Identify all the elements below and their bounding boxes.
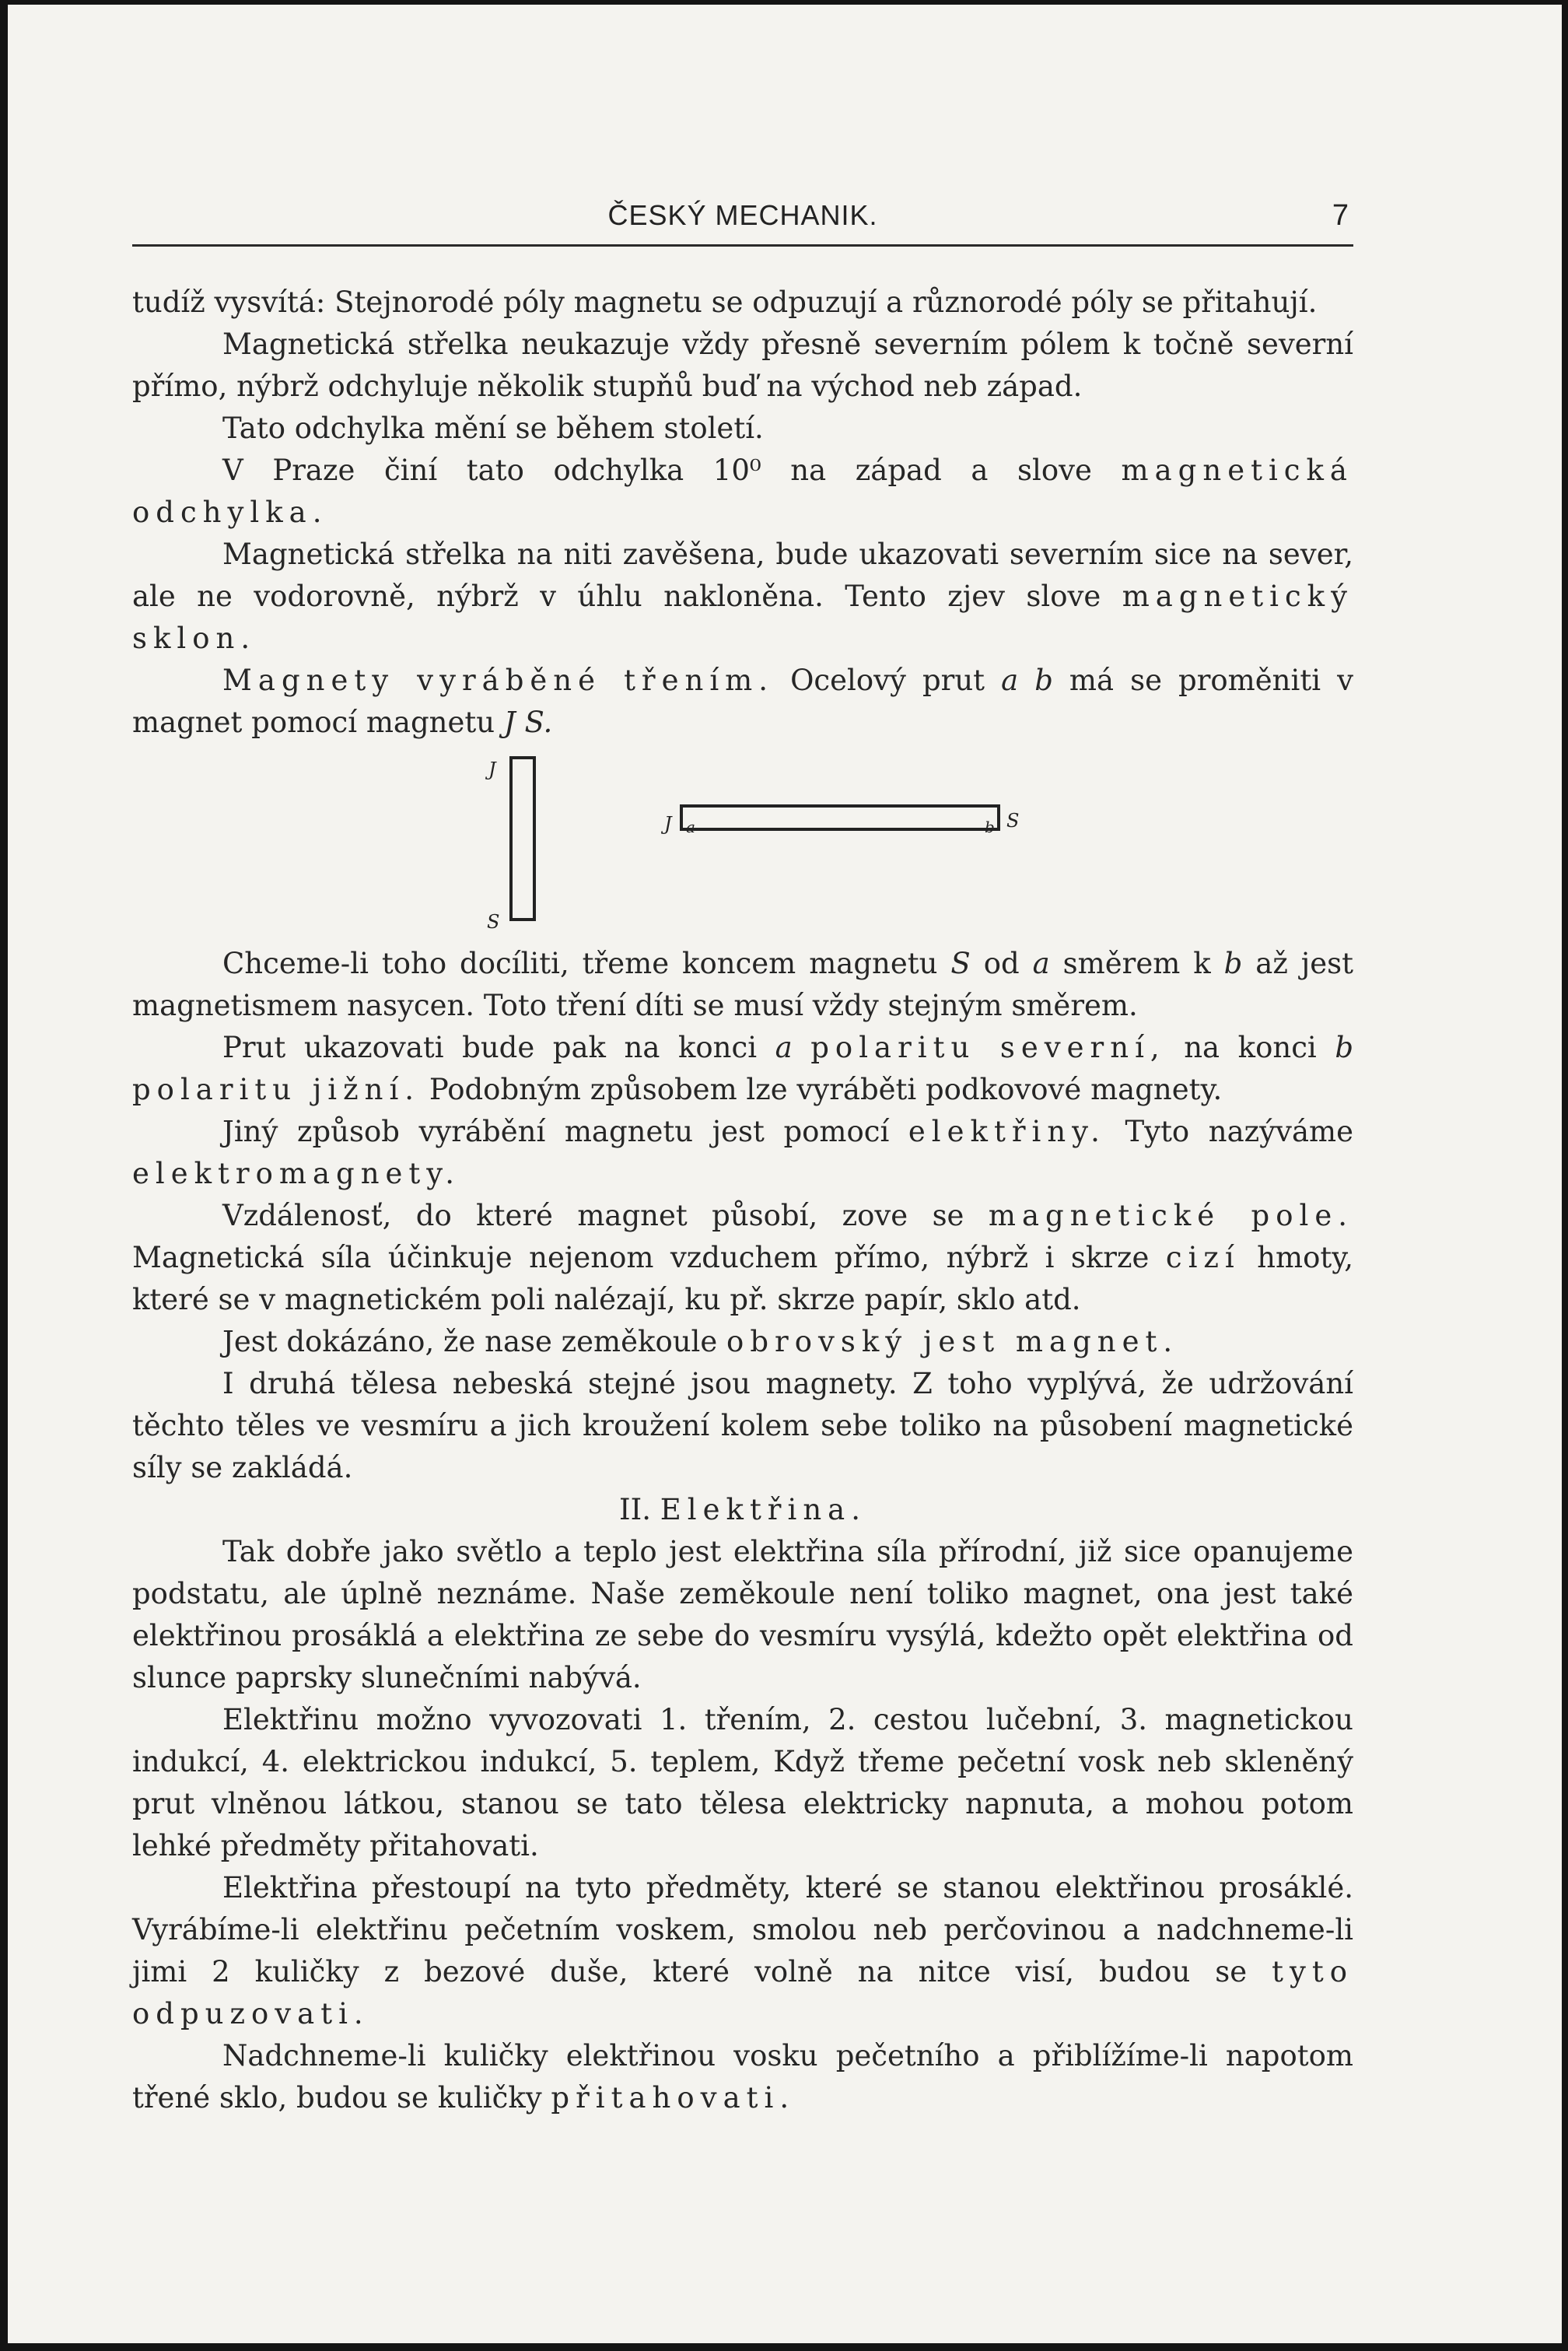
- figure-label-b: b: [985, 818, 995, 836]
- italic-symbol: b: [1335, 1031, 1353, 1064]
- text-span: Elektřina přestoupí na tyto předměty, které se stanou elektřinou prosáklé. Vyrábíme-li elektřinu pečetním voskem, smolou neb perčovinou a nadchneme-li jimi 2 kuličky z bezové duše, které volně na nitce visí, budou se: [132, 1871, 1353, 1988]
- text-span: na konci: [1165, 1031, 1335, 1064]
- spaced-term: magnetický sklon.: [132, 580, 1353, 655]
- paragraph: [132, 450, 1353, 534]
- paragraph: tudíž vysvítá: Stejnorodé póly magnetu se odpuzují a různorodé póly se přitahují.: [132, 286, 1318, 319]
- horizontal-steel-rod: [680, 804, 1000, 831]
- paragraph: Magnetická střelka neukazuje vždy přesně severním pólem k točně severní přímo, nýbrž odchyluje několik stupňů buď na východ neb západ.: [132, 328, 1353, 403]
- italic-symbol: S: [950, 947, 971, 980]
- italic-symbol: a: [1032, 947, 1050, 980]
- magnet-figure: [132, 748, 1353, 933]
- figure-label-a: a: [686, 818, 695, 836]
- section-number: II.: [619, 1493, 660, 1526]
- spaced-term: cizí: [1165, 1241, 1241, 1274]
- text-span: Ocelový prut: [774, 664, 1002, 697]
- text-span: Jest dokázáno, že nase zeměkoule: [222, 1325, 727, 1358]
- spaced-term: přitahovati.: [551, 2081, 796, 2114]
- text-span: až jest magnetismem nasycen. Toto tření díti se musí vždy stejným směrem.: [132, 947, 1354, 1022]
- paragraph: [132, 1111, 1353, 1195]
- text-span: od: [970, 947, 1033, 980]
- text-span: hmoty, které se v magnetickém poli nalézají, ku př. skrze papír, sklo atd.: [132, 1241, 1353, 1316]
- paragraph: [132, 1027, 1353, 1111]
- italic-symbol: b: [1223, 947, 1243, 980]
- page: [8, 5, 1562, 2343]
- text-span: Prut ukazovati bude pak na konci: [222, 1031, 775, 1064]
- spaced-term: magnetické pole.: [988, 1199, 1354, 1232]
- text-span: Magnetická střelka na niti zavěšena, bude ukazovati severním sice na sever, ale ne vodorovně, nýbrž v úhlu nakloněna. Tento zjev slove: [132, 538, 1353, 613]
- spaced-term: magnetická odchylka.: [132, 454, 1353, 529]
- paragraph: [132, 534, 1353, 660]
- text-span: Jiný způsob vyrábění magnetu jest pomocí: [222, 1115, 908, 1148]
- section-run-in-title: Magnety vyráběné třením.: [222, 664, 775, 697]
- figure-label-j: J: [664, 813, 672, 835]
- paragraph: [132, 1195, 1353, 1321]
- spaced-term: polaritu jižní.: [132, 1073, 421, 1106]
- figure-label-s: S: [1006, 810, 1020, 832]
- paragraph: Tato odchylka mění se během století.: [222, 412, 764, 445]
- paragraph: I druhá tělesa nebeská stejné jsou magnety. Z toho vyplývá, že udržování těchto těles ve vesmíru a jich kroužení kolem sebe toliko na působení magnetické síly se zakládá.: [132, 1367, 1353, 1484]
- text-span: V Praze činí tato odchylka 10⁰ na západ a slove: [222, 454, 1122, 487]
- spaced-term: tyto odpuzovati.: [132, 1955, 1353, 2030]
- text-span: Tyto nazýváme: [1105, 1115, 1354, 1148]
- italic-symbol: J S.: [503, 706, 553, 739]
- body-text: [132, 282, 1353, 2119]
- paragraph: Elektřinu možno vyvozovati 1. třením, 2. cestou lučební, 3. magnetickou indukcí, 4. elektrickou indukcí, 5. teplem, Když třeme pečetní vosk neb skleněný prut vlněnou látkou, stanou se tato tělesa elektricky napnuta, a mohou potom lehké předměty přitahovati.: [132, 1703, 1353, 1862]
- spaced-term: elektřiny.: [908, 1115, 1106, 1148]
- section-title: Elektřina.: [660, 1493, 866, 1526]
- italic-symbol: a: [775, 1031, 793, 1064]
- paragraph: Tak dobře jako světlo a teplo jest elektřina síla přírodní, již sice opanujeme podstatu, ale úplně neznáme. Naše zeměkoule není toliko magnet, ona jest také elektřinou prosáklá a elektřina ze sebe do vesmíru vysýlá, kdežto opět elektřina od slunce paprsky slunečními nabývá.: [132, 1535, 1353, 1694]
- page-number: 7: [1332, 199, 1349, 232]
- paragraph: [132, 660, 1353, 744]
- spaced-term: obrovský jest magnet.: [726, 1325, 1179, 1358]
- text-span: Chceme-li toho docíliti, třeme koncem magnetu: [222, 947, 951, 980]
- running-title: ČESKÝ MECHANIK.: [607, 199, 878, 231]
- paragraph: [132, 1321, 1353, 1363]
- spaced-term: polaritu severní,: [810, 1031, 1166, 1064]
- spaced-term: elektromagnety.: [132, 1157, 461, 1190]
- figure-label-s: S: [487, 911, 500, 933]
- text-span: Nadchneme-li kuličky elektřinou vosku pečetního a přiblížíme-li napotom třené sklo, budou se kuličky: [132, 2039, 1353, 2114]
- italic-symbol: a b: [1001, 664, 1053, 697]
- text-span: Magnetická síla účinkuje nejenom vzduchem přímo, nýbrž i skrze: [132, 1241, 1166, 1274]
- page-header: [132, 198, 1353, 247]
- text-span: Podobným způsobem lze vyráběti podkovové magnety.: [420, 1073, 1223, 1106]
- text-span: Vzdálenosť, do které magnet působí, zove se: [222, 1199, 989, 1232]
- paragraph: [132, 1867, 1353, 2035]
- text-span: má se proměniti v magnet pomocí magnetu: [132, 664, 1353, 739]
- vertical-magnet-bar: [509, 756, 536, 921]
- text-span: směrem k: [1049, 947, 1224, 980]
- paragraph: [132, 943, 1353, 1027]
- text-span: [793, 1031, 811, 1064]
- figure-label-j: J: [488, 759, 496, 780]
- section-heading: [132, 1489, 1353, 1531]
- paragraph: [132, 2035, 1353, 2119]
